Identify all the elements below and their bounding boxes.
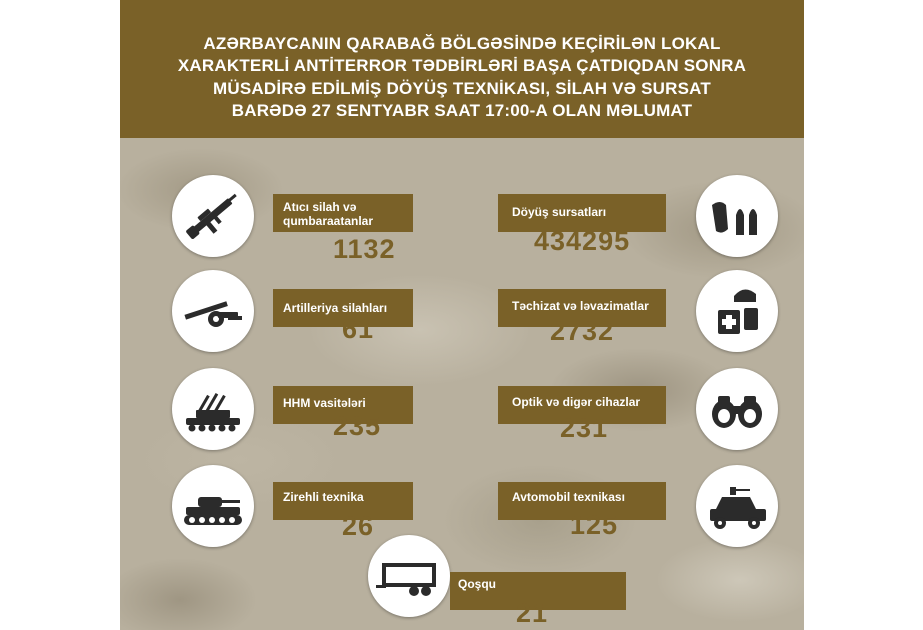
item-value-armored: 26 bbox=[342, 511, 375, 541]
infographic-poster bbox=[120, 0, 804, 630]
item-label-trailer: Qoşqu bbox=[458, 577, 496, 591]
item-value-supplies: 2732 bbox=[550, 316, 615, 346]
item-label-armored: Zirehli texnika bbox=[283, 490, 364, 504]
ammunition-icon bbox=[696, 175, 778, 257]
rifle-icon bbox=[172, 175, 254, 257]
item-label-ammunition: Döyüş sursatları bbox=[512, 205, 607, 219]
item-value-trailer: 21 bbox=[516, 598, 549, 628]
item-value-air-defense: 235 bbox=[333, 411, 382, 441]
item-label-rifles: Atıcı silah və qumbaraatanlar bbox=[283, 200, 374, 228]
header-line-2: XARAKTERLİ ANTİTERROR TƏDBİRLƏRİ BAŞA ÇATDIQDAN SONRA bbox=[177, 56, 747, 75]
item-value-optics: 231 bbox=[560, 413, 609, 443]
item-label-air-defense: HHM vasitələri bbox=[283, 396, 366, 410]
tank-icon bbox=[172, 465, 254, 547]
air-defense-icon bbox=[172, 368, 254, 450]
item-label-vehicles: Avtomobil texnikası bbox=[512, 490, 625, 504]
item-label-supplies: Təchizat və ləvazimatlar bbox=[512, 299, 649, 313]
trailer-icon bbox=[368, 535, 450, 617]
item-value-vehicles: 125 bbox=[570, 510, 619, 540]
item-label-optics: Optik və digər cihazlar bbox=[512, 395, 641, 409]
header-banner bbox=[120, 0, 804, 138]
military-vehicle-icon bbox=[696, 465, 778, 547]
item-value-rifles: 1132 bbox=[333, 234, 396, 264]
header-line-4: BARƏDƏ 27 SENTYABR SAAT 17:00-A OLAN MƏLUMAT bbox=[231, 101, 693, 120]
item-value-ammunition: 434295 bbox=[534, 226, 631, 256]
artillery-icon bbox=[172, 270, 254, 352]
supplies-icon bbox=[696, 270, 778, 352]
item-value-artillery: 61 bbox=[342, 314, 375, 344]
header-line-3: MÜSADİRƏ EDİLMİŞ DÖYÜŞ TEXNİKASI, SİLAH VƏ SURSAT bbox=[213, 79, 711, 98]
header-line-1: AZƏRBAYCANIN QARABAĞ BÖLGƏSİNDƏ KEÇİRİLƏN LOKAL bbox=[203, 34, 721, 53]
binoculars-icon bbox=[696, 368, 778, 450]
item-label-artillery: Artilleriya silahları bbox=[283, 301, 388, 315]
